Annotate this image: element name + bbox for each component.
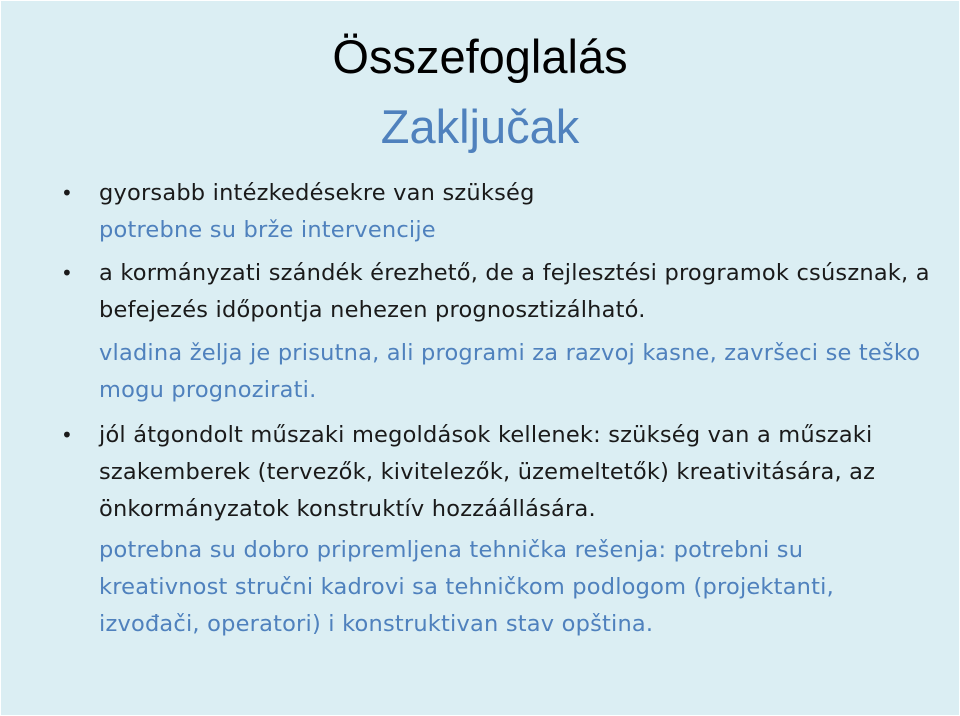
slide: [1, 1, 959, 715]
slide-title-serbian: Zaključak: [380, 100, 580, 153]
point-3-serbian: potrebna su dobro pripremljena tehnička rešenja: potrebni su kreativnost stručni kadrovi sa tehničkom podlogom (projektanti, izvođači, operatori) i konstruktivan stav opština.: [99, 537, 834, 637]
point-3-hungarian-text: jól átgondolt műszaki megoldások kellenek: szükség van a műszaki szakemberek (tervezők, kivitelezők, üzemeltetők) kreativitására, az önkormányzatok konstruktív hozzáállására.: [99, 422, 876, 522]
point-1-hungarian: [61, 175, 939, 212]
point-2-hungarian-text: a kormányzati szándék érezhető, de a fejlesztési programok csúsznak, a befejezés időpontja nehezen prognosztizálható.: [99, 260, 930, 323]
slide-title-hungarian: Összefoglalás: [332, 30, 628, 83]
point-2-hungarian: [61, 255, 939, 329]
point-1-serbian: potrebne su brže intervencije: [99, 217, 436, 243]
bullet-icon: •: [61, 423, 73, 447]
bullet-icon: •: [61, 261, 73, 285]
point-2-serbian: vladina želja je prisutna, ali programi za razvoj kasne, završeci se teško mogu prognozirati.: [99, 340, 921, 403]
point-3-hungarian: [61, 417, 939, 528]
point-1-hungarian-text: gyorsabb intézkedésekre van szükség: [99, 180, 535, 206]
slide-body: [61, 173, 939, 643]
bullet-icon: •: [61, 181, 73, 205]
